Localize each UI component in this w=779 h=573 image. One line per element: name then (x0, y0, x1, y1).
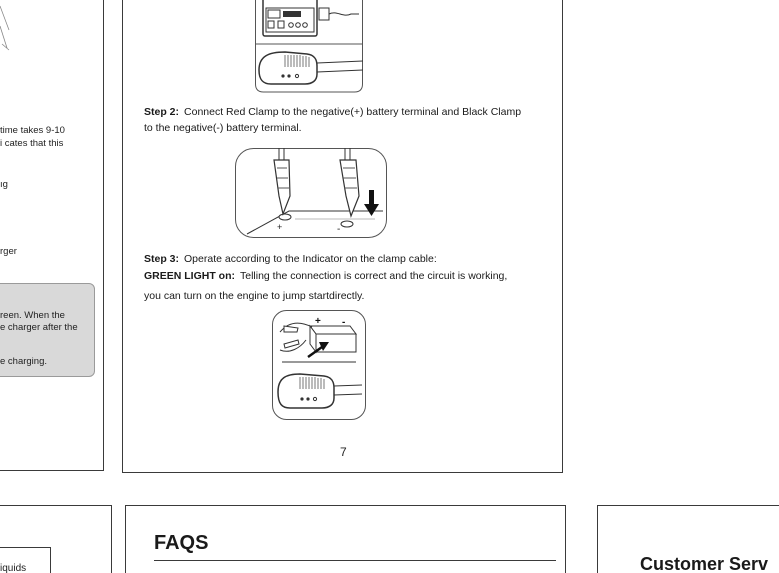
text-fragment: ıg (0, 179, 8, 190)
green-light-label: GREEN LIGHT on: (144, 270, 235, 282)
text-fragment: time takes 9-10 (0, 125, 65, 136)
page-customer-service-partial (597, 505, 779, 573)
note-box (0, 283, 95, 377)
jump-starter-device-illustration (255, 0, 363, 93)
customer-service-heading: Customer Serv (640, 554, 769, 573)
faqs-heading: FAQS (154, 532, 209, 554)
green-light-line-1 (144, 270, 507, 283)
page-faqs (125, 505, 566, 573)
page-number: 7 (340, 445, 347, 459)
page-left-partial (0, 0, 104, 471)
illustration-fragment (0, 0, 14, 54)
green-light-text: Telling the connection is correct and the circuit is working, (240, 270, 508, 282)
step-3-label: Step 3: (144, 253, 180, 265)
note-line: e charging. (0, 356, 48, 367)
battery-clamps-illustration (235, 148, 387, 238)
step-3-line (144, 253, 437, 266)
text-fragment: rger (0, 246, 17, 257)
battery-connection-illustration (272, 310, 366, 420)
figure3-negative-label: - (342, 317, 346, 328)
green-light-line-2: you can turn on the engine to jump startdirectly. (144, 290, 365, 302)
figure2-positive-label: + (277, 222, 283, 232)
step-2-label: Step 2: (144, 106, 180, 118)
step-2-text: Connect Red Clamp to the negative(+) battery terminal and Black Clamp (184, 106, 522, 118)
step-2-line-2: to the negative(-) battery terminal. (144, 122, 302, 134)
figure3-positive-label: + (315, 316, 321, 327)
step-3-text: Operate according to the Indicator on the clamp cable: (184, 253, 437, 265)
page-bottom-left-partial (0, 505, 112, 573)
note-line: e charger after the (0, 322, 78, 333)
heading-divider (154, 560, 556, 561)
text-fragment: i cates that this (0, 138, 64, 149)
page-7 (122, 0, 563, 473)
note-line: reen. When the (0, 310, 65, 321)
step-2-line-1 (144, 106, 521, 119)
bordered-box (0, 547, 51, 573)
box-text: iquids (0, 563, 27, 573)
figure2-negative-label: - (337, 224, 341, 235)
